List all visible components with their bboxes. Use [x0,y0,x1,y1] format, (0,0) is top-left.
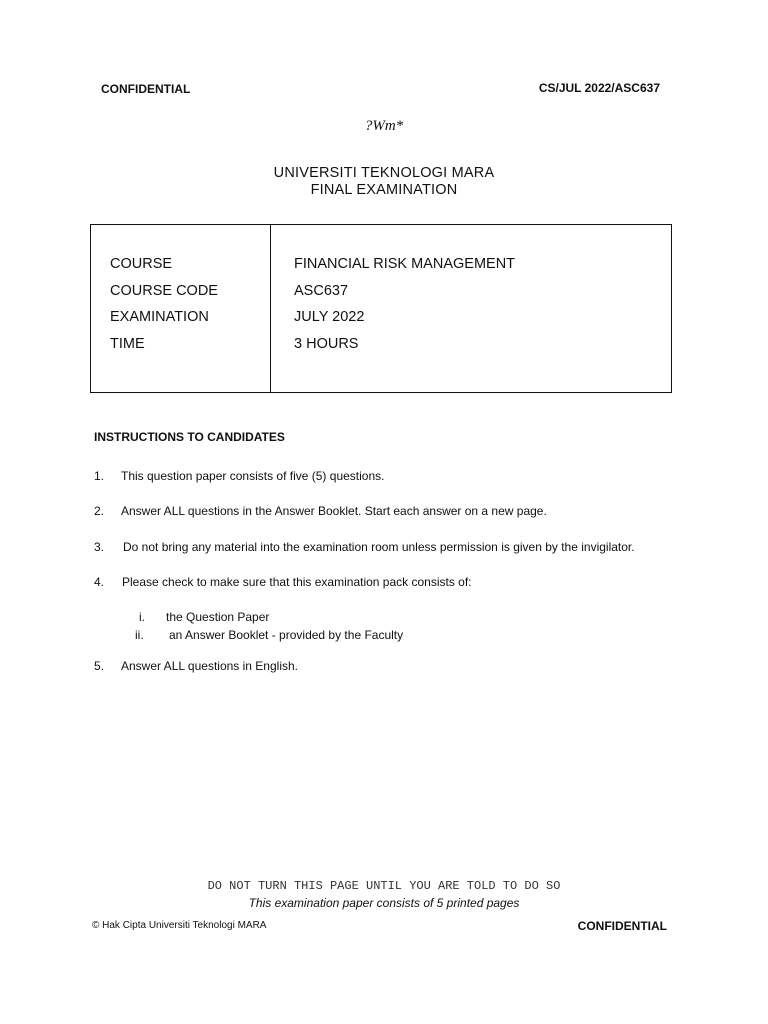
instruction-number: 2. [94,504,105,518]
instruction-number: 5. [94,659,105,673]
sub-item-number: ii. [135,628,144,642]
instruction-text: This question paper consists of five (5) questions. [121,469,385,483]
instruction-text: Do not bring any material into the examination room unless permission is given by the invigilator. [123,540,635,554]
info-row-course [91,256,671,276]
instruction-number: 3. [94,540,105,554]
instruction-text: Answer ALL questions in the Answer Booklet. Start each answer on a new page. [121,504,547,518]
info-row-course-code [91,283,671,303]
info-row-time [91,336,671,356]
instructions-heading: INSTRUCTIONS TO CANDIDATES [94,430,285,444]
info-label: COURSE CODE [110,283,218,299]
info-value: ASC637 [294,283,349,299]
instruction-text: Please check to make sure that this examination pack consists of: [122,575,472,589]
instruction-text: Answer ALL questions in English. [121,659,298,673]
handwritten-mark: ?Wm* [364,118,404,134]
instruction-number: 1. [94,469,105,483]
info-label: EXAMINATION [110,309,209,325]
page-count-note: This examination paper consists of 5 printed pages [248,896,520,910]
sub-item-number: i. [139,610,145,624]
exam-title: FINAL EXAMINATION [310,182,458,198]
confidential-header-label: CONFIDENTIAL [101,82,191,96]
do-not-turn-notice: DO NOT TURN THIS PAGE UNTIL YOU ARE TOLD TO DO SO [207,879,561,893]
confidential-footer-label: CONFIDENTIAL [577,919,667,933]
copyright-notice: © Hak Cipta Universiti Teknologi MARA [92,920,267,931]
sub-item-text: an Answer Booklet - provided by the Faculty [169,628,404,642]
info-value: JULY 2022 [294,309,365,325]
course-info-box [90,224,672,393]
info-row-examination [91,309,671,329]
sub-item-text: the Question Paper [166,610,270,624]
info-value: 3 HOURS [294,336,359,352]
paper-code-header: CS/JUL 2022/ASC637 [538,81,660,95]
info-label: TIME [110,336,145,352]
info-value: FINANCIAL RISK MANAGEMENT [294,256,516,272]
university-name: UNIVERSITI TEKNOLOGI MARA [273,165,495,181]
info-label: COURSE [110,256,173,272]
instruction-number: 4. [94,575,105,589]
